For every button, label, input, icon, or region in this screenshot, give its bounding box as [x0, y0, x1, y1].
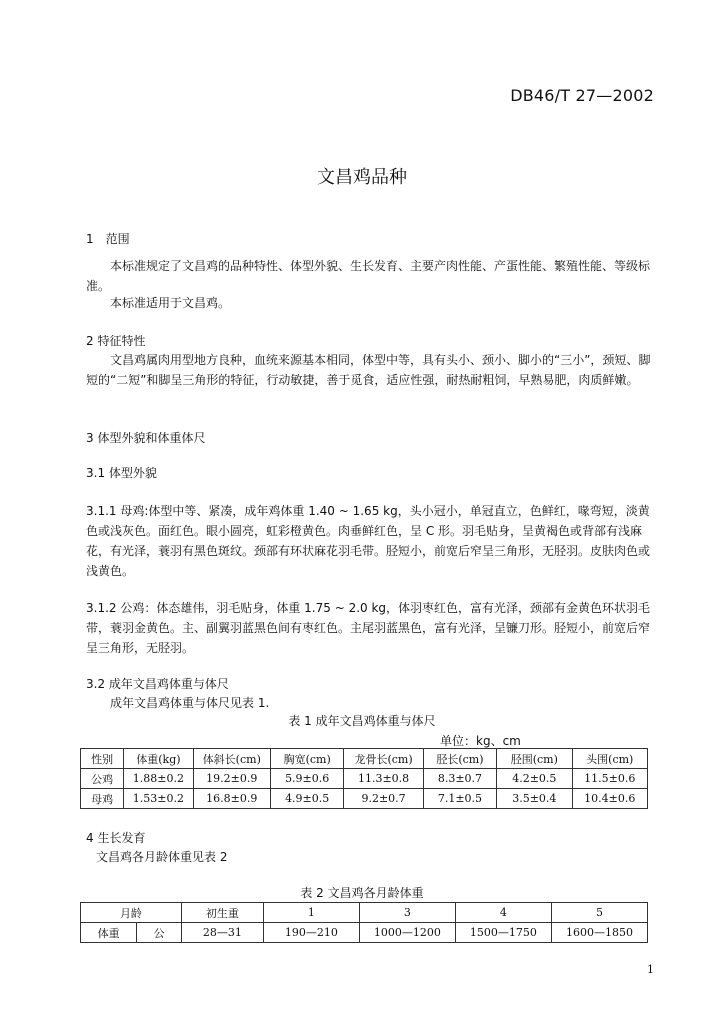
- table-2-cell: 1000—1200: [359, 923, 455, 943]
- table-2-header-cell: 月龄: [81, 903, 182, 923]
- section-4-paragraph: 文昌鸡各月龄体重见表 2: [96, 850, 228, 864]
- table-2-cell: 1500—1750: [455, 923, 551, 943]
- table-1-header-cell: 体重(kg): [124, 749, 193, 769]
- table-row: [81, 923, 648, 943]
- section-3-2-heading: 3.2 成年文昌鸡体重与体尺: [86, 677, 229, 691]
- table-1-cell: 9.2±0.7: [344, 789, 423, 809]
- table-row: [81, 769, 648, 789]
- table-1-cell: 4.2±0.5: [497, 769, 572, 789]
- table-1-cell: 1.53±0.2: [124, 789, 193, 809]
- table-1-cell: 3.5±0.4: [497, 789, 572, 809]
- table-1-cell: 母鸡: [81, 789, 124, 809]
- section-1-heading: 1 范围: [86, 232, 130, 246]
- table-1-cell: 4.9±0.5: [270, 789, 343, 809]
- table-2-row-label: 体重: [81, 923, 137, 943]
- table-1-cell: 11.3±0.8: [344, 769, 423, 789]
- section-4-heading: 4 生长发育: [86, 831, 146, 845]
- table-2-header-cell: 4: [455, 903, 551, 923]
- table-1-cell: 公鸡: [81, 769, 124, 789]
- table-1-cell: 7.1±0.5: [423, 789, 496, 809]
- table-1-header-cell: 头围(cm): [572, 749, 647, 769]
- table-1-unit: 单位：kg、cm: [440, 734, 521, 748]
- section-3-1-1-paragraph: 3.1.1 母鸡:体型中等、紧凑，成年鸡体重 1.40 ~ 1.65 kg，头小冠小，单冠直立，色鲜红，喙弯短，淡黄色或浅灰色。面红色。眼小圆亮，虹彩橙黄色。肉垂鲜红色，呈 C 形。羽毛贴身，呈黄褐色或背部有浅麻花，有光泽，蓑羽有黑色斑纹。颈部有环状麻花羽毛带。胫短小，前宽后窄呈三角形，无胫羽。皮肤肉色或浅黄色。: [86, 504, 651, 578]
- table-2-row-sex: 公: [137, 923, 182, 943]
- section-3-2-paragraph: 成年文昌鸡体重与体尺见表 1.: [110, 696, 270, 710]
- section-1-paragraph-2: 本标准适用于文昌鸡。: [110, 296, 231, 310]
- table-1-cell: 19.2±0.9: [193, 769, 270, 789]
- table-1-cell: 8.3±0.7: [423, 769, 496, 789]
- table-1-header-row: [81, 749, 648, 769]
- table-1-cell: 16.8±0.9: [193, 789, 270, 809]
- table-2: [80, 902, 648, 943]
- table-2-header-cell: 1: [263, 903, 359, 923]
- table-row: [81, 789, 648, 809]
- table-2-header-cell: 5: [551, 903, 647, 923]
- document-title: 文昌鸡品种: [317, 167, 407, 188]
- table-2-cell: 28—31: [181, 923, 263, 943]
- page-number: 1: [647, 963, 654, 976]
- table-2-header-cell: 3: [359, 903, 455, 923]
- table-1-header-cell: 胸宽(cm): [270, 749, 343, 769]
- table-2-header-row: [81, 903, 648, 923]
- section-2-heading: 2 特征特性: [86, 334, 146, 348]
- table-2-cell: 1600—1850: [551, 923, 647, 943]
- standard-number: DB46/T 27—2002: [510, 86, 654, 105]
- section-1-paragraph-1: 本标准规定了文昌鸡的品种特性、体型外貌、生长发育、主要产肉性能、产蛋性能、繁殖性能、等级标准。: [86, 259, 651, 293]
- section-2-paragraph: 文昌鸡属肉用型地方良种，血统来源基本相同，体型中等，具有头小、颈小、脚小的“三小”，颈短、脚短的“二短”和脚呈三角形的特征，行动敏捷，善于觅食，适应性强，耐热耐粗饲，早熟易肥，肉质鲜嫩。: [86, 353, 651, 387]
- table-2-caption: 表 2 文昌鸡各月龄体重: [300, 886, 424, 900]
- table-1-cell: 5.9±0.6: [270, 769, 343, 789]
- table-1-header-cell: 性别: [81, 749, 124, 769]
- table-2-header-cell: 初生重: [181, 903, 263, 923]
- table-1-cell: 10.4±0.6: [572, 789, 647, 809]
- table-1-cell: 11.5±0.6: [572, 769, 647, 789]
- table-1: [80, 748, 648, 809]
- table-1-header-cell: 胫围(cm): [497, 749, 572, 769]
- table-1-caption: 表 1 成年文昌鸡体重与体尺: [288, 714, 436, 728]
- table-1-header-cell: 龙骨长(cm): [344, 749, 423, 769]
- section-3-heading: 3 体型外貌和体重体尺: [86, 431, 206, 445]
- section-3-1-heading: 3.1 体型外貌: [86, 466, 157, 480]
- table-2-cell: 190—210: [263, 923, 359, 943]
- table-1-header-cell: 体斜长(cm): [193, 749, 270, 769]
- table-1-header-cell: 胫长(cm): [423, 749, 496, 769]
- section-3-1-2-paragraph: 3.1.2 公鸡：体态雄伟，羽毛贴身，体重 1.75 ~ 2.0 kg，体羽枣红色，富有光泽，颈部有金黄色环状羽毛带，蓑羽金黄色。主、副翼羽蓝黑色间有枣红色。主尾羽蓝黑色，富有光泽，呈镰刀形。胫短小，前宽后窄呈三角形，无胫羽。: [86, 601, 651, 655]
- table-1-cell: 1.88±0.2: [124, 769, 193, 789]
